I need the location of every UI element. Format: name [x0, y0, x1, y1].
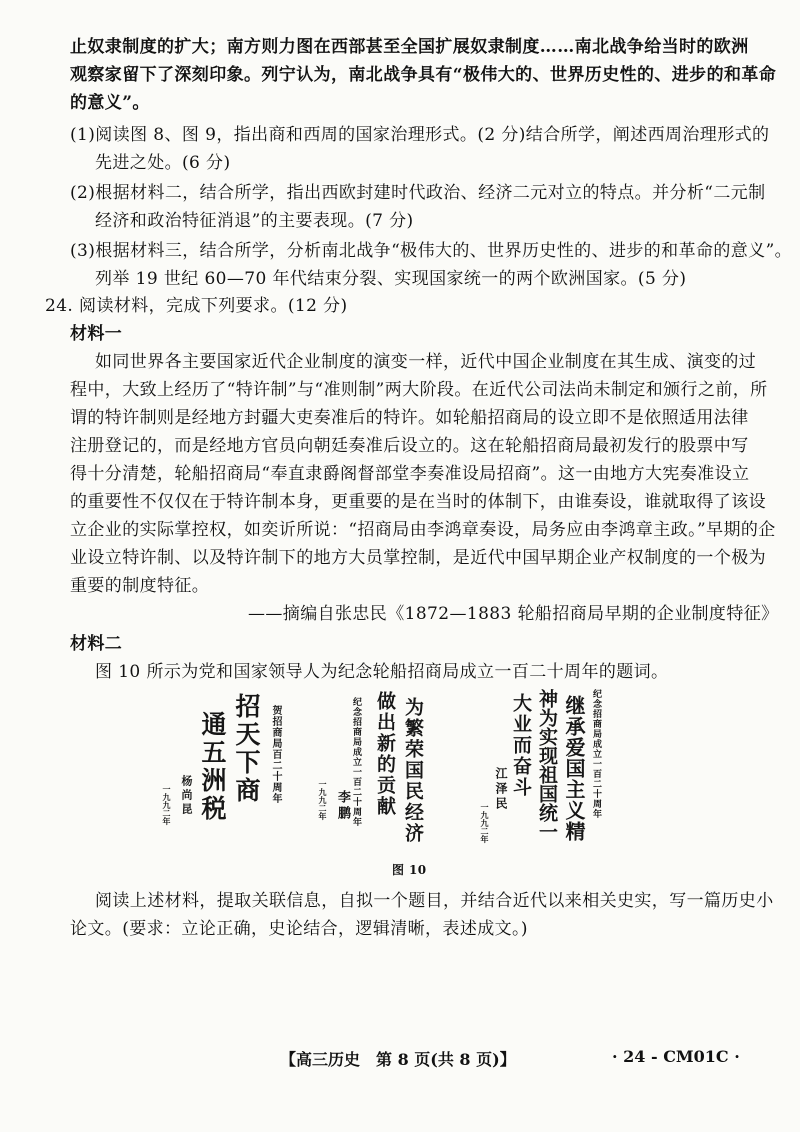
question-2-line-2: 经济和政治特征消退”的主要表现。(7 分)	[95, 211, 414, 231]
material-1-source: ——摘编自张忠民《1872—1883 轮船招商局早期的企业制度特征》	[248, 604, 779, 624]
calligraphy-2-line-2: 做出新的贡献	[374, 691, 396, 817]
continued-text-line-1: 止奴隶制度的扩大；南方则力图在西部甚至全国扩展奴隶制度……南北战争给当时的欧洲	[70, 37, 749, 57]
calligraphy-3-line-1: 继承爱国主义精	[562, 695, 586, 842]
continued-text-line-2: 观察家留下了深刻印象。列宁认为，南北战争具有“极伟大的、世界历史性的、进步的和革命	[70, 65, 777, 85]
calligraphy-1-line-1: 招天下商	[232, 693, 261, 805]
writing-prompt-line-1: 阅读上述材料，提取关联信息，自拟一个题目，并结合近代以来相关史实，写一篇历史小	[95, 891, 774, 911]
material-1-line-8: 业设立特许制、以及特许制下的地方大员掌控制，是近代中国早期企业产权制度的一个极为	[70, 548, 766, 568]
calligraphy-2-signature: 李鹏	[335, 790, 350, 822]
calligraphy-1-dedication: 贺招商局百二十周年	[270, 705, 281, 804]
calligraphy-3-dedication: 纪念招商局成立一百二十周年	[591, 689, 601, 819]
material-1-line-3: 谓的特许制则是经地方封疆大吏奏准后的特许。如轮船招商局的设立即不是依照适用法律	[70, 408, 749, 428]
material-1-line-5: 得十分清楚，轮船招商局“奉直隶爵阁督部堂李奏准设局招商”。这一由地方大宪奏准设立	[70, 464, 750, 484]
material-1-line-2: 程中，大致上经历了“特许制”与“准则制”两大阶段。在近代公司法尚未制定和颁行之前，所	[70, 380, 768, 400]
material-1-line-9: 重要的制度特征。	[70, 576, 210, 596]
calligraphy-3-signature: 江泽民	[494, 767, 508, 812]
calligraphy-1-line-2: 通五洲税	[198, 711, 227, 823]
continued-text-line-3: 的意义”。	[70, 93, 150, 113]
calligraphy-3-date: 一九九二年	[480, 803, 490, 843]
material-1-line-1: 如同世界各主要国家近代企业制度的演变一样，近代中国企业制度在其生成、演变的过	[95, 352, 757, 372]
material-1-title: 材料一	[70, 324, 123, 344]
question-3-line-2: 列举 19 世纪 60—70 年代结束分裂、实现国家统一的两个欧洲国家。(5 分)	[95, 269, 687, 289]
question-1-line-1: (1)阅读图 8、图 9，指出商和西周的国家治理形式。(2 分)结合所学，阐述西周治理形式的	[70, 125, 770, 145]
material-1-line-7: 立企业的实际掌控权，如奕䜣所说：“招商局由李鸿章奏设，局务应由李鸿章主政。”早期的企	[70, 520, 776, 540]
material-1-line-4: 注册登记的，而是经地方官员向朝廷奏准后设立的。这在轮船招商局最初发行的股票中写	[70, 436, 749, 456]
figure-10-caption: 图 10	[392, 863, 427, 877]
calligraphy-2-line-1: 为繁荣国民经济	[402, 697, 424, 844]
writing-prompt-line-2: 论文。(要求：立论正确，史论结合，逻辑清晰，表述成文。)	[70, 919, 528, 939]
question-2-line-1: (2)根据材料二，结合所学，指出西欧封建时代政治、经济二元对立的特点。并分析“二元制	[70, 183, 766, 203]
calligraphy-3-line-2: 神为实现祖国统一	[536, 689, 558, 841]
material-1-line-6: 的重要性不仅仅在于特许制本身，更重要的是在当时的体制下，由谁奏设，谁就取得了该设	[70, 492, 766, 512]
question-24-heading: 24. 阅读材料，完成下列要求。(12 分)	[45, 296, 348, 316]
material-2-title: 材料二	[70, 634, 123, 654]
calligraphy-3-line-3: 大业而奋斗	[510, 693, 532, 798]
question-1-line-2: 先进之处。(6 分)	[95, 153, 231, 173]
calligraphy-2-dedication: 纪念招商局成立一百二十周年	[351, 697, 361, 827]
figure-10-calligraphy	[150, 685, 670, 860]
calligraphy-2-date: 一九九二年	[318, 780, 328, 820]
material-2-intro: 图 10 所示为党和国家领导人为纪念轮船招商局成立一百二十周年的题词。	[95, 662, 669, 682]
page-footer-label: 【高三历史 第 8 页(共 8 页)】	[280, 1050, 516, 1069]
calligraphy-1-signature: 杨尚昆	[180, 775, 193, 817]
calligraphy-1-date: 一九九二年	[162, 785, 172, 825]
page-footer-code: · 24 - CM01C ·	[612, 1047, 740, 1066]
question-3-line-1: (3)根据材料三，结合所学，分析南北战争“极伟大的、世界历史性的、进步的和革命的意义”。	[70, 241, 793, 261]
